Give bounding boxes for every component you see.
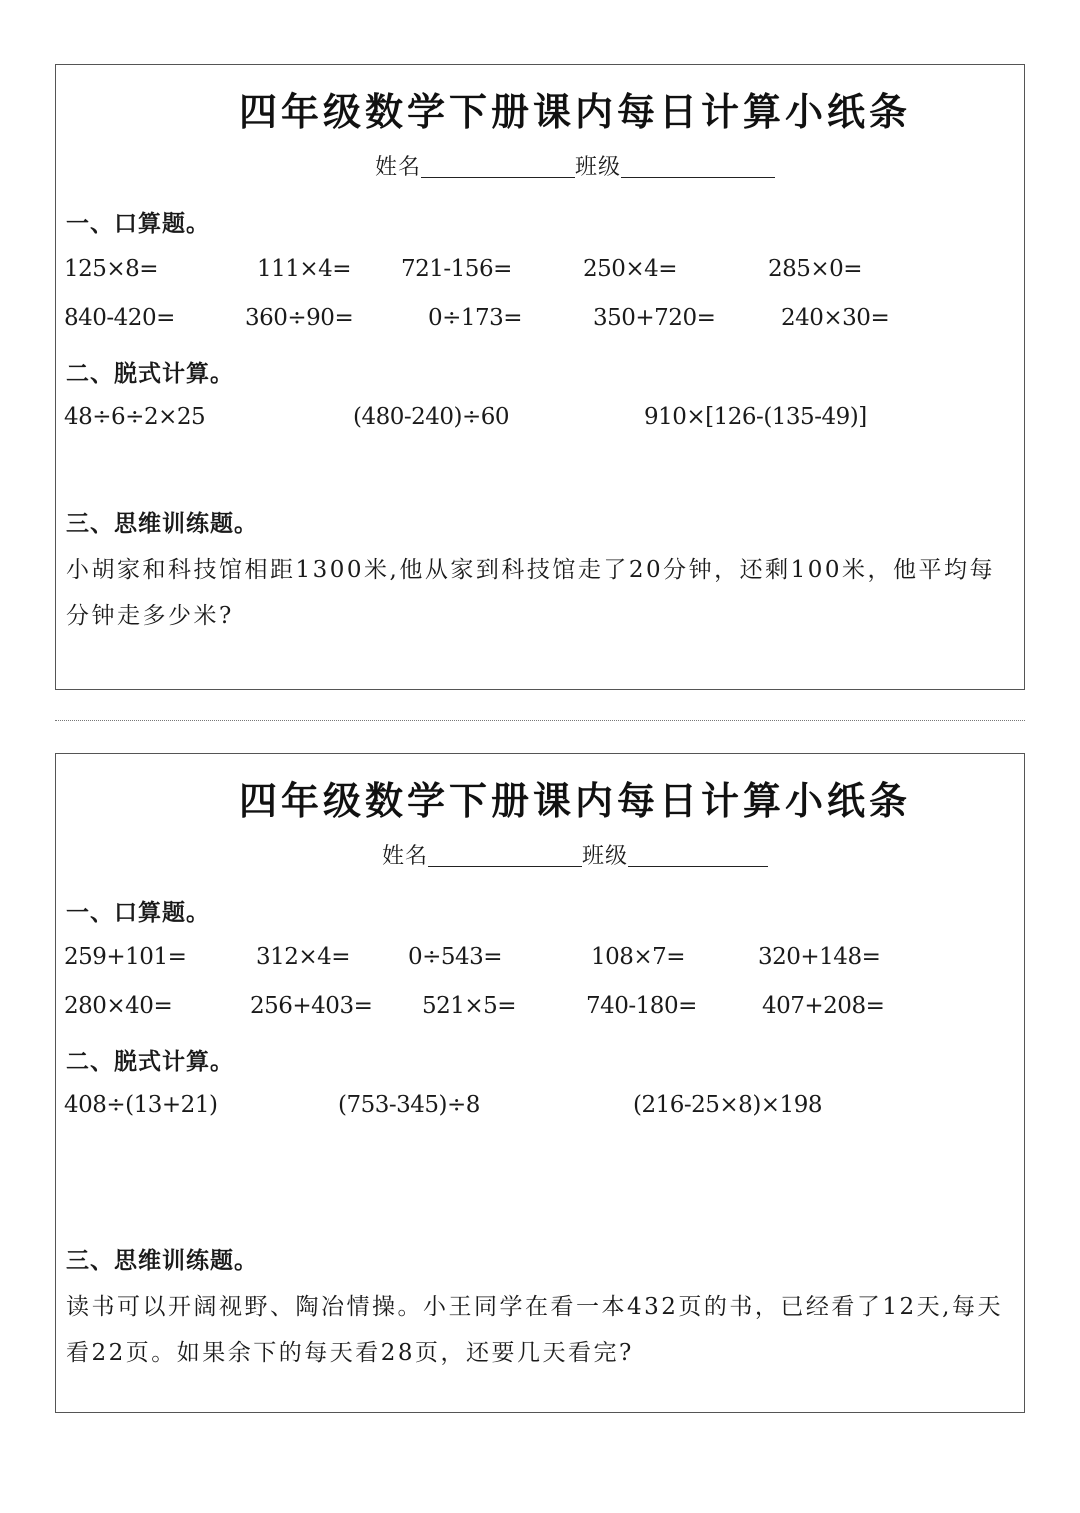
oral-item: 350+720= <box>593 305 716 331</box>
name-class-row <box>56 150 1024 181</box>
stepwise-item: (216-25×8)×198 <box>633 1092 822 1118</box>
oral-item: 256+403= <box>250 993 373 1019</box>
name-label: 姓名 <box>374 155 421 180</box>
stepwise-item: 910×[126-(135-49)] <box>644 404 867 430</box>
section-stepwise-title: 二、脱式计算。 <box>66 1049 234 1075</box>
section-oral-title: 一、口算题。 <box>66 900 210 926</box>
oral-item: 259+101= <box>64 944 187 970</box>
class-label: 班级 <box>582 844 629 869</box>
worksheet-title: 四年级数学下册课内每日计算小纸条 <box>238 90 911 134</box>
name-label: 姓名 <box>381 844 428 869</box>
oral-item: 108×7= <box>591 944 686 970</box>
name-class-row <box>56 839 1024 870</box>
stepwise-item: 48÷6÷2×25 <box>64 404 206 430</box>
oral-item: 285×0= <box>768 256 863 282</box>
section-oral-title: 一、口算题。 <box>66 211 210 237</box>
oral-item: 721-156= <box>401 256 512 282</box>
oral-item: 125×8= <box>64 256 159 282</box>
worksheet-title: 四年级数学下册课内每日计算小纸条 <box>238 779 911 823</box>
oral-item: 0÷173= <box>428 305 523 331</box>
section-stepwise-title: 二、脱式计算。 <box>66 361 234 387</box>
oral-item: 360÷90= <box>245 305 354 331</box>
oral-item: 111×4= <box>257 256 352 282</box>
oral-item: 240×30= <box>781 305 890 331</box>
worksheet-card-1 <box>55 64 1025 690</box>
oral-item: 312×4= <box>256 944 351 970</box>
word-problem: 读书可以开阔视野、陶冶情操。小王同学在看一本432页的书，已经看了12天,每天看22页。如果余下的每天看28页，还要几天看完? <box>66 1294 1003 1366</box>
class-label: 班级 <box>575 155 622 180</box>
stepwise-item: (753-345)÷8 <box>338 1092 480 1118</box>
word-problem: 小胡家和科技馆相距1300米,他从家到科技馆走了20分钟，还剩100米，他平均每分钟走多少米? <box>66 557 996 629</box>
oral-item: 250×4= <box>583 256 678 282</box>
oral-item: 407+208= <box>762 993 885 1019</box>
oral-item: 0÷543= <box>408 944 503 970</box>
oral-item: 521×5= <box>422 993 517 1019</box>
section-thinking-title: 三、思维训练题。 <box>66 511 258 537</box>
class-field[interactable] <box>628 846 768 867</box>
class-field[interactable] <box>621 157 775 178</box>
oral-item: 320+148= <box>758 944 881 970</box>
name-field[interactable] <box>428 846 582 867</box>
stepwise-item: (480-240)÷60 <box>353 404 510 430</box>
stepwise-item: 408÷(13+21) <box>64 1092 218 1118</box>
cut-line-divider <box>55 720 1025 721</box>
worksheet-card-2 <box>55 753 1025 1413</box>
oral-item: 280×40= <box>64 993 173 1019</box>
oral-item: 840-420= <box>64 305 175 331</box>
name-field[interactable] <box>421 157 575 178</box>
oral-item: 740-180= <box>586 993 697 1019</box>
section-thinking-title: 三、思维训练题。 <box>66 1248 258 1274</box>
